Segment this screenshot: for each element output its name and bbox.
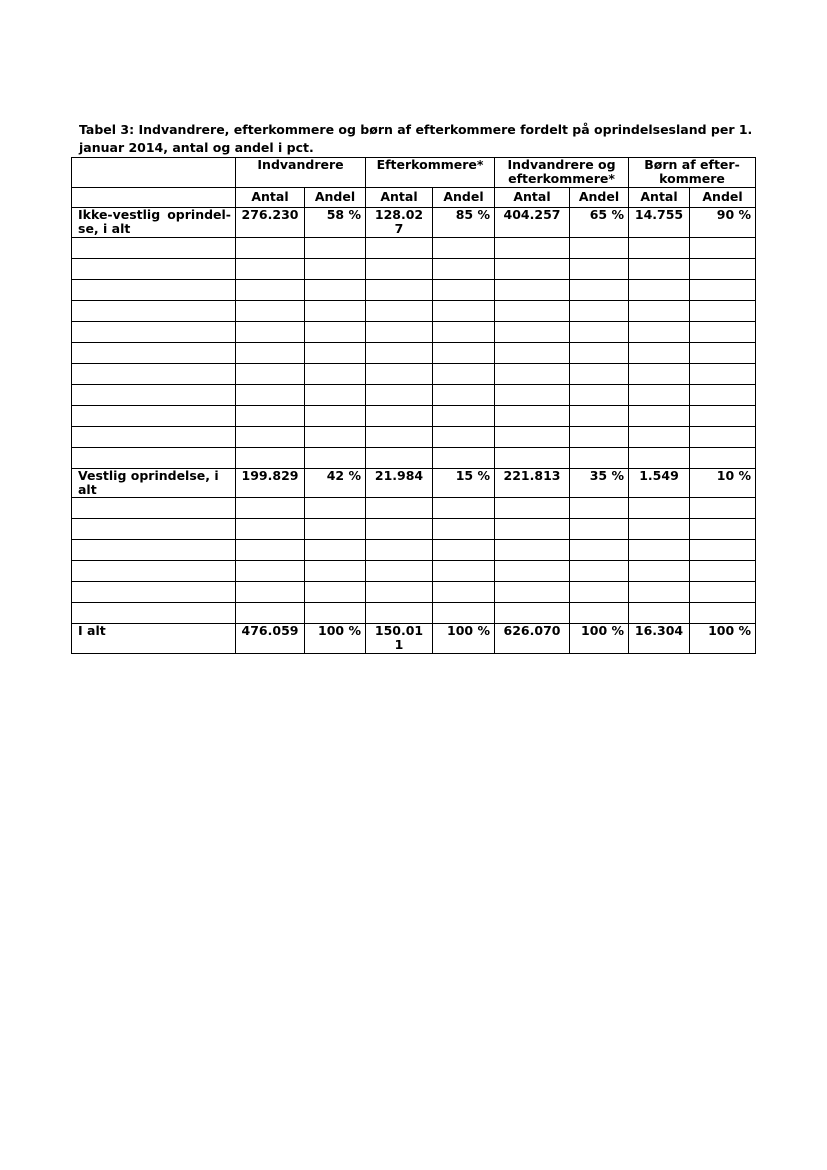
subheader: Andel	[690, 188, 756, 208]
empty-row	[72, 498, 756, 519]
empty-row	[72, 259, 756, 280]
corner-cell	[72, 158, 236, 188]
cell-value: 14.755	[629, 208, 690, 238]
subheader: Andel	[305, 188, 366, 208]
cell-value: 1.549	[629, 469, 690, 498]
empty-row	[72, 238, 756, 259]
empty-row	[72, 343, 756, 364]
table-caption	[79, 121, 759, 157]
subheader: Antal	[495, 188, 570, 208]
subheader-row	[72, 188, 756, 208]
cell-value: 90 %	[690, 208, 756, 238]
cell-value: 85 %	[433, 208, 495, 238]
cell-value: 100 %	[305, 624, 366, 654]
group-header: Indvandrere og efterkommere*	[495, 158, 629, 188]
subheader: Antal	[629, 188, 690, 208]
cell-value: 199.829	[236, 469, 305, 498]
cell-value: 476.059	[236, 624, 305, 654]
subheader: Antal	[236, 188, 305, 208]
group-header-row	[72, 158, 756, 188]
cell-value: 65 %	[570, 208, 629, 238]
empty-row	[72, 427, 756, 448]
empty-row	[72, 280, 756, 301]
cell-value: 100 %	[433, 624, 495, 654]
empty-row	[72, 322, 756, 343]
empty-row	[72, 561, 756, 582]
empty-row	[72, 448, 756, 469]
row-label: Ikke-vestlig oprindel- se, i alt	[72, 208, 236, 238]
empty-row	[72, 301, 756, 322]
cell-value: 35 %	[570, 469, 629, 498]
cell-value: 42 %	[305, 469, 366, 498]
table-row	[72, 208, 756, 238]
table-row	[72, 469, 756, 498]
group-header: Børn af efter- kommere	[629, 158, 756, 188]
empty-row	[72, 364, 756, 385]
cell-value: 128.02 7	[366, 208, 433, 238]
empty-row	[72, 540, 756, 561]
row-label: I alt	[72, 624, 236, 654]
cell-value: 100 %	[570, 624, 629, 654]
cell-value: 404.257	[495, 208, 570, 238]
subheader: Andel	[433, 188, 495, 208]
empty-cell	[72, 188, 236, 208]
group-header: Indvandrere	[236, 158, 366, 188]
cell-value: 100 %	[690, 624, 756, 654]
subheader: Antal	[366, 188, 433, 208]
table-row	[72, 624, 756, 654]
empty-row	[72, 406, 756, 427]
cell-value: 15 %	[433, 469, 495, 498]
cell-value: 58 %	[305, 208, 366, 238]
cell-value: 16.304	[629, 624, 690, 654]
cell-value: 221.813	[495, 469, 570, 498]
empty-row	[72, 582, 756, 603]
subheader: Andel	[570, 188, 629, 208]
data-table	[71, 157, 756, 654]
cell-value: 21.984	[366, 469, 433, 498]
caption-line-1: Tabel 3: Indvandrere, efterkommere og børn af efterkommere fordelt på oprindelsesland per 1.	[79, 122, 753, 137]
caption-line-2: januar 2014, antal og andel i pct.	[79, 140, 314, 155]
row-label: Vestlig oprindelse, i alt	[72, 469, 236, 498]
cell-value: 626.070	[495, 624, 570, 654]
empty-row	[72, 603, 756, 624]
cell-value: 276.230	[236, 208, 305, 238]
cell-value: 150.01 1	[366, 624, 433, 654]
cell-value: 10 %	[690, 469, 756, 498]
group-header: Efterkommere*	[366, 158, 495, 188]
empty-row	[72, 519, 756, 540]
empty-row	[72, 385, 756, 406]
